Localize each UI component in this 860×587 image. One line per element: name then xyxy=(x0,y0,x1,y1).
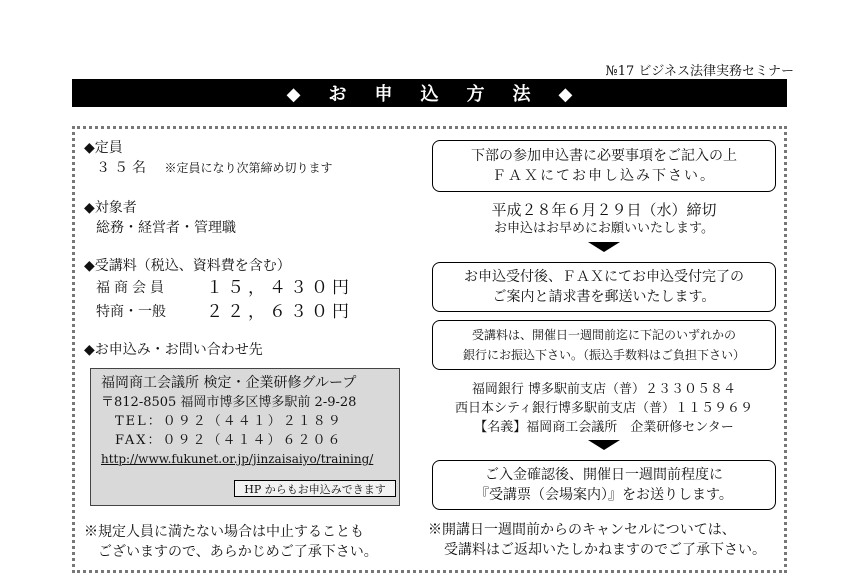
capacity-note: ※定員になり次第締め切ります xyxy=(164,161,333,175)
account-name: 【名義】福岡商工会議所 企業研修センター xyxy=(474,420,734,435)
step-payment-box xyxy=(432,320,776,370)
step-text: ご入金確認後、開催日一週間前程度に xyxy=(485,467,723,483)
footnote-line: ※規定人員に満たない場合は中止することも xyxy=(84,524,364,540)
contact-name: 福岡商工会議所 検定・企業研修グループ xyxy=(101,375,357,391)
fee-section xyxy=(84,256,353,324)
arrow-down-icon xyxy=(588,440,620,450)
series-title: №17 ビジネス法律実務セミナー xyxy=(605,64,794,79)
footnote-left xyxy=(84,522,378,562)
fee-row xyxy=(84,276,353,300)
target-section xyxy=(84,198,236,238)
capacity-section xyxy=(84,138,332,178)
step-text: 下部の参加申込書に必要事項をご記入の上 xyxy=(471,148,737,164)
step-text: お申込受付後、ＦＡＸにてお申込受付完了の xyxy=(464,269,744,285)
target-title: ◆対象者 xyxy=(84,200,137,216)
fee-label: 福商会員 xyxy=(96,280,168,296)
bank-account: 福岡銀行 博多駅前支店（普）２３３０５８４ xyxy=(471,382,737,397)
step-ticket-box xyxy=(432,460,776,510)
bank-account: 西日本シティ銀行博多駅前支店（普）１１５９６９ xyxy=(455,401,753,416)
target-value: 総務・経営者・管理職 xyxy=(96,220,236,236)
cancel-line: ※開講日一週間前からのキャンセルについては、 xyxy=(428,522,736,538)
step-text: ＦＡＸにてお申し込み下さい。 xyxy=(492,168,716,184)
cancel-line: 受講料はご返却いたしかねますのでご了承下さい。 xyxy=(444,542,766,558)
capacity-title: ◆定員 xyxy=(84,140,123,156)
contact-url[interactable]: http://www.fukunet.or.jp/jinzaisaiyo/training/ xyxy=(101,452,374,466)
bank-info xyxy=(432,380,776,437)
fee-title: ◆受講料（税込、資料費を含む） xyxy=(84,258,291,274)
step-text: 『受講票（会場案内）』をお送りします。 xyxy=(475,487,733,503)
cancel-note xyxy=(428,520,766,560)
step-fax-box xyxy=(432,140,776,192)
contact-fax: FAX：０９２（４１４）６２０６ xyxy=(115,433,343,448)
contact-address: 〒812-8505 福岡市博多区博多駅前 2-9-28 xyxy=(101,395,357,410)
fee-label: 特商・一般 xyxy=(96,304,166,320)
fee-row xyxy=(84,300,353,324)
hp-note: HP からもお申込みできます xyxy=(234,480,396,497)
step-text: 銀行にお振込下さい。（振込手数料はご負担下さい） xyxy=(462,348,745,362)
step-confirm-box xyxy=(432,262,776,312)
step-text: ご案内と請求書を郵送いたします。 xyxy=(492,289,716,305)
contact-tel: TEL：０９２（４４１）２１８９ xyxy=(115,414,343,429)
fee-amount: ２２，６３０円 xyxy=(206,302,353,322)
fee-amount: １５，４３０円 xyxy=(206,278,353,298)
footnote-line: ございますので、あらかじめご了承下さい。 xyxy=(98,544,378,560)
capacity-count: ３５名 xyxy=(96,160,150,176)
section-banner: ◆お申込方法◆ xyxy=(72,79,787,107)
deadline-date: 平成２８年６月２９日（水）締切 xyxy=(491,201,717,219)
step-text: 受講料は、開催日一週間前迄に下記のいずれかの xyxy=(471,328,736,342)
deadline-block xyxy=(432,200,776,238)
arrow-down-icon xyxy=(588,242,620,252)
deadline-note: お申込はお早めにお願いいたします。 xyxy=(494,221,714,236)
contact-title: ◆お申込み・お問い合わせ先 xyxy=(84,342,263,358)
